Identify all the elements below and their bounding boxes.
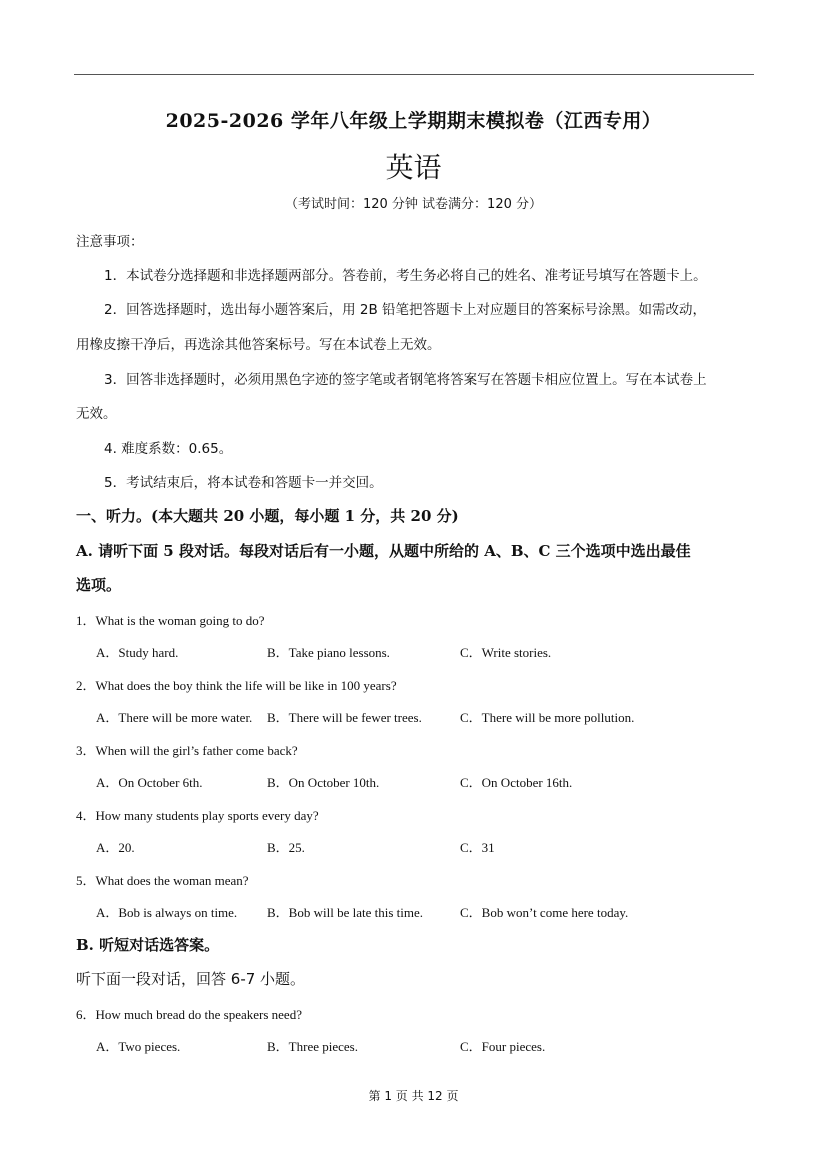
page-number: 第 1 页 共 12 页: [368, 1089, 459, 1103]
question-1: 1．What is the woman going to do?: [76, 613, 265, 628]
q3-option-b: B．On October 10th.: [267, 775, 380, 790]
note-2: 2．回答选择题时，选出每小题答案后，用 2B 铅笔把答题卡上对应题目的答案标号涂黑。如需改动，: [104, 302, 707, 318]
part-a-instruction-cont: 选项。: [76, 576, 122, 594]
exam-title: 2025-2026 学年八年级上学期期末模拟卷（江西专用）: [165, 110, 662, 132]
subject-title: 英语: [385, 151, 442, 184]
part-b-title: B. 听短对话选答案。: [76, 936, 220, 954]
exam-info: （考试时间：120 分钟 试卷满分：120 分）: [284, 197, 543, 212]
q5-option-b: B．Bob will be late this time.: [267, 905, 423, 920]
q1-option-b: B．Take piano lessons.: [267, 645, 390, 660]
q2-option-a: A．There will be more water.: [96, 710, 253, 725]
question-6: 6．How much bread do the speakers need?: [76, 1007, 302, 1022]
question-3: 3．When will the girl’s father come back?: [76, 743, 298, 758]
header-rule: [74, 74, 754, 75]
q4-option-c: C．31: [460, 840, 495, 855]
q3-option-c: C．On October 16th.: [460, 775, 573, 790]
q6-option-c: C．Four pieces.: [460, 1039, 546, 1054]
note-4: 4. 难度系数：0.65。: [104, 441, 233, 457]
q4-option-b: B．25.: [267, 840, 305, 855]
section-listening-title: 一、听力。(本大题共 20 小题，每小题 1 分，共 20 分): [76, 507, 459, 525]
note-5: 5．考试结束后，将本试卷和答题卡一并交回。: [104, 475, 383, 491]
q3-option-a: A．On October 6th.: [96, 775, 203, 790]
note-1: 1．本试卷分选择题和非选择题两部分。答卷前，考生务必将自己的姓名、准考证号填写在答题卡上。: [104, 268, 707, 284]
part-b-instruction: 听下面一段对话，回答 6-7 小题。: [76, 970, 306, 988]
question-4: 4．How many students play sports every day?: [76, 808, 319, 823]
question-5: 5．What does the woman mean?: [76, 873, 249, 888]
note-3-cont: 无效。: [76, 406, 117, 422]
q6-option-b: B．Three pieces.: [267, 1039, 358, 1054]
q1-option-a: A．Study hard.: [96, 645, 179, 660]
q6-option-a: A．Two pieces.: [96, 1039, 181, 1054]
notes-heading: 注意事项：: [76, 234, 144, 250]
part-a-instruction: A. 请听下面 5 段对话。每段对话后有一小题，从题中所给的 A、B、C 三个选项中选出最佳: [76, 542, 691, 560]
q2-option-b: B．There will be fewer trees.: [267, 710, 422, 725]
note-2-cont: 用橡皮擦干净后，再选涂其他答案标号。写在本试卷上无效。: [76, 337, 441, 353]
q1-option-c: C．Write stories.: [460, 645, 552, 660]
q5-option-c: C．Bob won’t come here today.: [460, 905, 629, 920]
q4-option-a: A．20.: [96, 840, 135, 855]
q5-option-a: A．Bob is always on time.: [96, 905, 238, 920]
q2-option-c: C．There will be more pollution.: [460, 710, 635, 725]
note-3: 3．回答非选择题时，必须用黑色字迹的签字笔或者钢笔将答案写在答题卡相应位置上。写在本试卷上: [104, 372, 707, 388]
question-2: 2．What does the boy think the life will be like in 100 years?: [76, 678, 397, 693]
